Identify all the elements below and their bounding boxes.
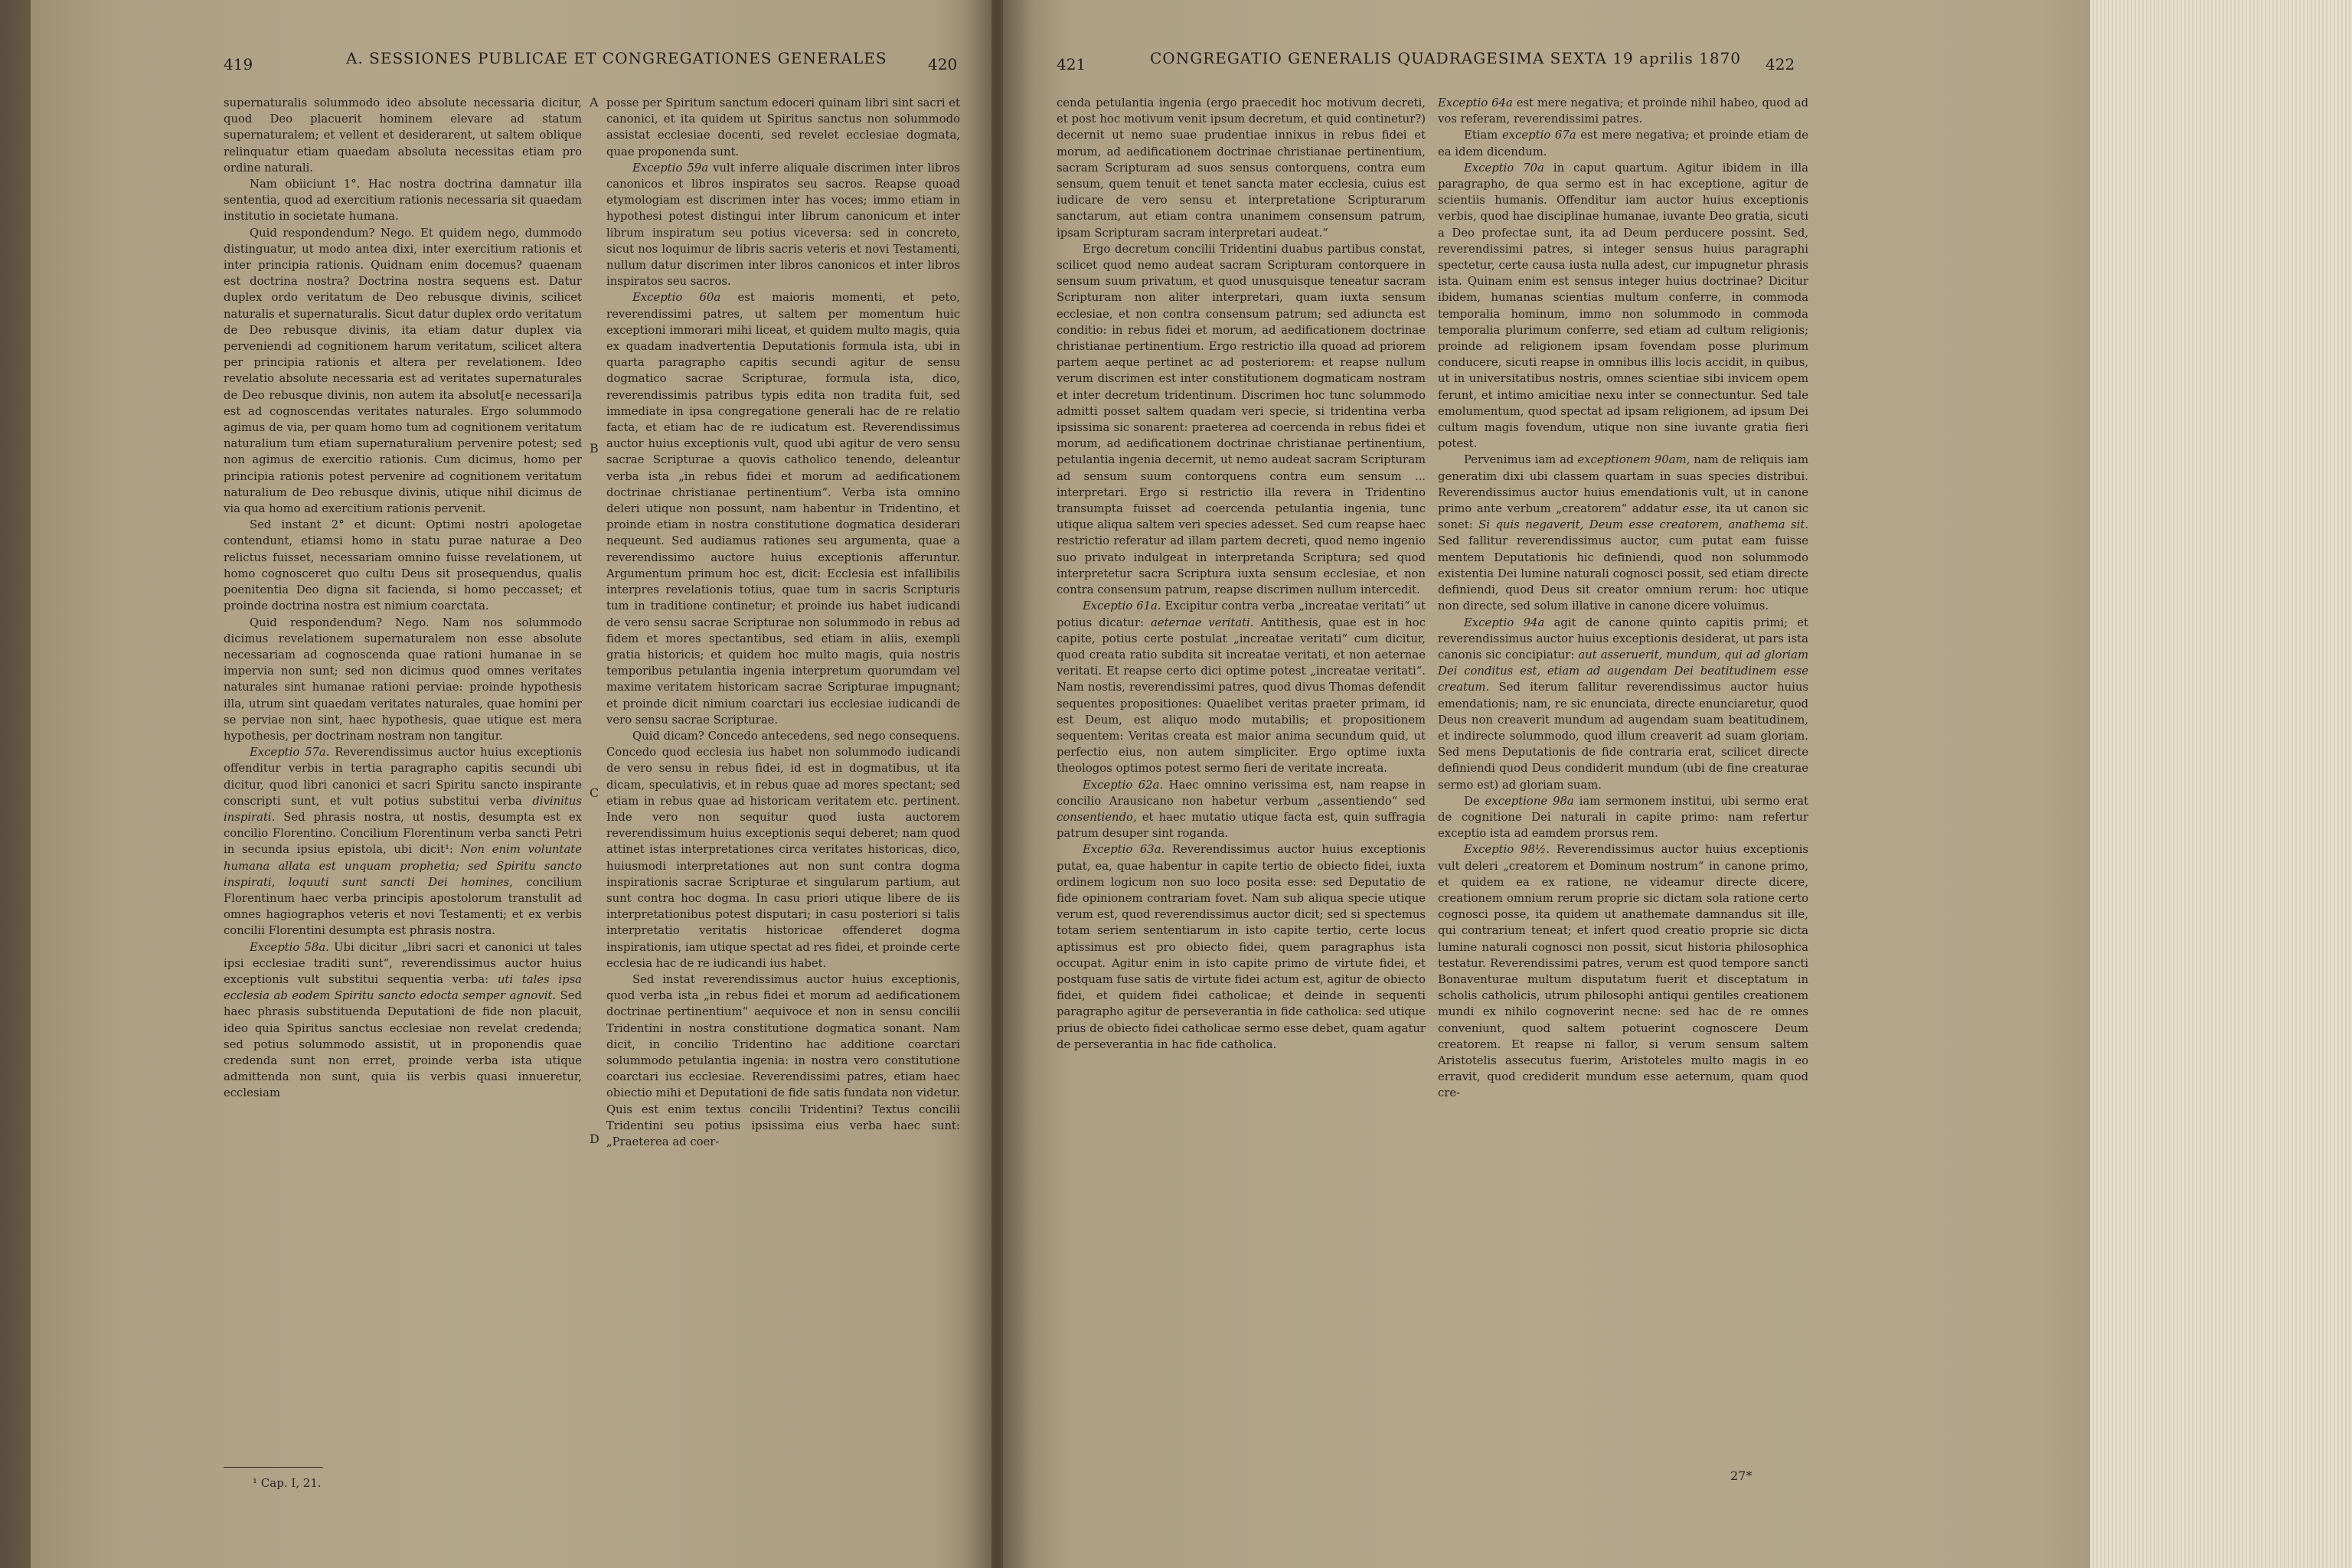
section-marker-d: D xyxy=(590,1132,599,1146)
paragraph: Ergo decretum concilii Tridentini duabus partibus constat, scilicet quod nemo audeat sacram Scripturam contorquere in sensum suum privatum, et quod unusquisque teneatur sacram Scripturam non aliter interpretari, quam iuxta sensum ecclesiae, et non contra consensum patrum; sed adiuncta est conditio: in rebus fidei et morum, ad aedificationem doctrinae christianae pertinentium. Ergo restrictio illa quoad ad priorem partem aeque pertinet ac ad posteriorem: et reapse nullum verum discrimen est inter constitutionem dogmaticam nostram et inter decretum tridentinum. Discrimen hoc tunc solummodo admitti posset saltem quadam veri specie, si tridentina verba ipsissima sic sonarent: praeterea ad coercenda in rebus fidei et morum, ad aedificationem doctrinae christianae pertinentium, petulantia ingenia decernit, ut nemo audeat sacram Scripturam ad sensum suum contorquens contra eum sensum ... interpretari. Ergo si restrictio illa revera in Tridentino transumpta fuisset ad coercenda petulantia ingenia, tunc utique aliqua saltem veri species adesset. Sed cum reapse haec restrictio referatur ad illam partem decreti, quod nemo ingenio suo privato indulgeat in interpretanda Scriptura; sed quod interpretetur sacra Scriptura iuxta sensum ecclesiae, et non contra consensum patrum, reapse discrimen nullum intercedit. xyxy=(1057,242,1426,597)
paragraph: Exceptio 59a vult inferre aliquale discrimen inter libros canonicos et libros inspiratos seu sacros. Reapse quoad etymologiam est discrimen inter has voces; immo etiam in hypothesi potest distingui inter librum canonicum et inter librum inspiratum seu potius viceversa: sed in concreto, sicut nos loquimur de libris sacris veteris et novi Testamenti, nullum datur discrimen inter libros canonicos et inter libros inspiratos seu sacros. xyxy=(606,161,960,289)
page-number-left-outer: 419 xyxy=(224,55,253,74)
paragraph: Exceptio 61a. Excipitur contra verba „increatae veritati“ ut potius dicatur: aeternae veritati. Antithesis, quae est in hoc capite, potius certe postulat „increatae veritati“ cum dicitur, quod creata ratio subdita sit increatae veritati, et non aeternae veritati. Et reapse certo dici optime potest „increatae veritati“. Nam nostis, reverendissimi patres, quod divus Thomas defendit sequentes propositiones: Quaelibet veritas praeter primam, id est Deum, est aliquo modo mutabilis; et propositionem sequentem: Veritas creata est maior anima secundum quid, ut perfectio eius, non autem simpliciter. Ergo optime iuxta theologos optimos potest sermo fieri de veritate increata. xyxy=(1057,599,1426,776)
footnote-rule xyxy=(224,1467,323,1468)
paragraph: Quid respondendum? Nego. Et quidem nego, dummodo distinguatur, ut modo antea dixi, inter exercitium rationis et inter principia rationis. Quidnam enim docemus? quaenam est doctrina nostra? Doctrina nostra sequens est. Datur duplex ordo veritatum de Deo rebusque divinis, scilicet naturalis et supernaturalis. Sicut datur duplex ordo veritatum de Deo rebusque divinis, ita etiam datur duplex via perveniendi ad cognitionem harum veritatum, scilicet altera per principia rationis et altera per revelationem. Ideo revelatio absolute necessaria est ad veritates supernaturales de Deo rebusque divinis, non autem ita absolut[e necessari]a est ad cognoscendas veritates naturales. Ergo solummodo agimus de via, per quam homo tum ad cognitionem veritatum naturalium tum etiam supernaturalium pervenire potest; sed non agimus de exercitio rationis. Cum dicimus, homo per principia rationis potest pervenire ad cognitionem veritatum naturalium de Deo rebusque divinis, utique nihil dicimus de via qua homo ad exercitium rationis pervenit. xyxy=(224,226,582,516)
paragraph: Exceptio 64a est mere negativa; et proinde nihil habeo, quod ad vos referam, reverendissimi patres. xyxy=(1438,96,1808,126)
left-page-column-2 xyxy=(606,95,960,1150)
paragraph: De exceptione 98a iam sermonem institui, ubi sermo erat de cognitione Dei naturali in capite primo: nam refertur exceptio ista ad eamdem prorsus rem. xyxy=(1438,794,1808,841)
paragraph: Exceptio 60a est maioris momenti, et peto, reverendissimi patres, ut saltem per momentum huic exceptioni immorari mihi liceat, et quidem multo magis, quia ex quadam inadvertentia Deputationis formula ista, ubi in quarta paragrapho capitis secundi agitur de sensu dogmatico sacrae Scripturae, formula ista, dico, reverendissimis patribus typis edita non tradita fuit, sed immediate in ipsa congregatione generali hac de re relatio facta, et etiam hac de re iudicatum est. Reverendissimus auctor huius exceptionis vult, quod ubi agitur de vero sensu sacrae Scripturae a quovis catholico tenendo, deleantur verba ista „in rebus fidei et morum ad aedificationem doctrinae christianae pertinentium“. Verba ista omnino deleri utique non possunt, nam habentur in Tridentino, et proinde etiam in nostra constitutione dogmatica desiderari nequeunt. Sed audiamus rationes seu argumenta, quae a reverendissimo auctore huius exceptionis afferuntur. Argumentum primum hoc est, dicit: Ecclesia est infallibilis interpres revelationis totius, quae tum in sacris Scripturis tum in traditione continetur; et proinde ius habet iudicandi de vero sensu sacrae Scripturae non solummodo in rebus ad fidem et mores spectantibus, sed etiam in aliis, exempli gratia historicis; et quidem hoc multo magis, quia nostris temporibus petulantia ingenia interpretum quorumdam vel maxime veritatem historicam sacrae Scripturae impugnant; et proinde dicit nimium coarctari ius ecclesiae iudicandi de vero sensu sacrae Scripturae. xyxy=(606,291,960,727)
running-head-right: CONGREGATIO GENERALIS QUADRAGESIMA SEXTA 19 aprilis 1870 xyxy=(1150,49,1742,67)
paragraph: posse per Spiritum sanctum edoceri quinam libri sint sacri et canonici, et ita quidem ut Spiritus sanctus non solummodo assistat ecclesiae docenti, sed revelet ecclesiae dogmata, quae proponenda sunt. xyxy=(606,96,960,158)
paragraph: Exceptio 70a in caput quartum. Agitur ibidem in illa paragrapho, de qua sermo est in hac exceptione, agitur de scientiis humanis. Offenditur iam auctor huius exceptionis verbis, quod hae disciplinae humanae, iuvante Deo gratia, sicuti a Deo profectae sunt, ita ad Deum perducere possint. Sed, reverendissimi patres, si integer sensus huius paragraphi spectetur, certe causa iusta nulla adest, cur impugnetur phrasis ista. Quinam enim est sensus integer huius doctrinae? Dicitur ibidem, humanas scientias multum conferre, in commoda temporalia hominum, immo non solummodo in commoda temporalia plurimum conferre, sed etiam ad cultum religionis; proinde ad religionem ipsam fovendam posse plurimum conducere, sicuti reapse in omnibus illis locis accidit, in quibus, ut in universitatibus nostris, omnes scientiae sibi invicem opem ferunt, et intimo amicitiae nexu inter se connectuntur. Sed tale emolumentum, quod spectat ad ipsam religionem, ad ipsum Dei cultum magis fovendum, utique non sine iuvante gratia fieri potest. xyxy=(1438,161,1808,451)
paragraph: Pervenimus iam ad exceptionem 90am, nam de reliquis iam generatim dixi ubi classem quartam in suas species distribui. Reverendissimus auctor huius emendationis vult, ut in canone primo ante verbum „creatorem“ addatur esse, ita ut canon sic sonet: Si quis negaverit, Deum esse creatorem, anathema sit. Sed fallitur reverendissimus auctor, cum putat eam fuisse mentem Deputationis hic definiendi, quod non solummodo existentia Dei lumine naturali cognosci possit, sed etiam directe definiendi, quod Deus sit creator omnium rerum: hoc utique non directe, sed solum illative in canone dicere voluimus. xyxy=(1438,453,1808,613)
section-marker-c: C xyxy=(590,786,599,800)
paragraph: Sed instant 2° et dicunt: Optimi nostri apologetae contendunt, etiamsi homo in statu purae naturae a Deo relictus fuisset, necessariam omnino fuisse revelationem, ut homo cognosceret quo cultu Deus sit prosequendus, qualis poenitentia Deo digna sit facienda, si homo peccasset; et proinde doctrina nostra est nimium coarctata. xyxy=(224,518,582,613)
signature-mark: 27* xyxy=(1730,1468,1753,1483)
paragraph: Nam obiiciunt 1°. Hac nostra doctrina damnatur illa sententia, quod ad exercitium rationis necessaria sit quaedam institutio in societate humana. xyxy=(224,178,582,224)
paragraph: Sed instat reverendissimus auctor huius exceptionis, quod verba ista „in rebus fidei et morum ad aedificationem doctrinae pertinentium“ aequivoce et non in sensu concilii Tridentini in nostra constitutione dogmatica sonant. Nam dicit, in concilio Tridentino hac additione coarctari solummodo petulantia ingenia: in nostra vero constitutione coarctari ius ecclesiae. Reverendissimi patres, etiam haec obiectio mihi et Deputationi de fide satis fundata non videtur. Quis est enim textus concilii Tridentini? Textus concilii Tridentini seu potius ipsissima eius verba haec sunt: „Praeterea ad coer- xyxy=(606,972,960,1148)
section-marker-b: B xyxy=(590,441,599,456)
right-page-column-1 xyxy=(1057,95,1426,1053)
book-gutter xyxy=(965,0,1034,1568)
paragraph: Exceptio 94a agit de canone quinto capitis primi; et reverendissimus auctor huius exceptionis desiderat, ut pars ista canonis sic concipiatur: aut asseruerit, mundum, qui ad gloriam Dei conditus est, etiam ad augendam Dei beatitudinem esse creatum. Sed iterum fallitur reverendissimus auctor huius emendationis; nam, re sic enunciata, directe enunciaretur, quod Deus non creaverit mundum ad augendam suam beatitudinem, et indirecte solummodo, quod illum creaverit ad suam gloriam. Sed mens Deputationis de fide contraria erat, scilicet directe definiendi quod Deus condiderit mundum (ubi de fine creaturae sermo est) ad gloriam suam. xyxy=(1438,616,1808,792)
page-number-right-inner: 421 xyxy=(1057,55,1086,74)
page-number-right-outer: 422 xyxy=(1766,55,1795,74)
paragraph: Quid respondendum? Nego. Nam nos solummodo dicimus revelationem supernaturalem non esse absolute necessariam ad cognoscenda quae rationi humanae in se impervia non sunt; sed non dicimus quod omnes veritates naturales sint humanae rationi perviae: proinde hypothesis illa, utrum sint quaedam veritates naturales, quae homini per se perviae non sint, haec hypothesis, quae utique est mera hypothesis, per doctrinam nostram non tangitur. xyxy=(224,616,582,743)
paragraph: Exceptio 63a. Reverendissimus auctor huius exceptionis putat, ea, quae habentur in capite tertio de obiecto fidei, iuxta ordinem logicum non suo loco posita esse: sed Deputatio de fide opinionem contrariam fovet. Nam sub aliqua specie utique verum est, quod reverendissimus auctor dicit; sed si spectemus totam seriem sententiarum in isto capite tertio, certe locus aptissimus est pro obiecto fidei, quem paragraphus ista occupat. Agitur enim in isto capite primo de virtute fidei, et postquam fuse satis de virtute fidei actum est, agitur de obiecto fidei, et quidem fidei catholicae; et deinde in sequenti paragrapho agitur de perseverantia in fide catholica: sed utique prius de obiecto fidei catholicae sermo esse debet, quam agatur de perseverantia in hac fide catholica. xyxy=(1057,843,1426,1051)
paragraph: Quid dicam? Concedo antecedens, sed nego consequens. Concedo quod ecclesia ius habet non solummodo iudicandi de vero sensu in rebus fidei, id est in dogmatibus, ut ita dicam, speculativis, et in rebus quae ad mores spectant; sed etiam in rebus quae ad historicam veritatem etc. pertinent. Inde vero non sequitur quod iusta auctorem reverendissimum huius exceptionis sequi deberet; nam quod attinet istas interpretationes circa veritates historicas, dico, huiusmodi interpretationes aut non sunt contra dogma inspirationis sacrae Scripturae et singularum partium, aut sunt contra hoc dogma. In casu priori utique libere de iis interpretationibus potest disputari; in casu posteriori si talis interpretatio veritatis historicae offenderet dogma inspirationis, iam utique spectat ad res fidei, et proinde certe ecclesia hac de re iudicandi ius habet. xyxy=(606,729,960,970)
paragraph: Exceptio 98½. Reverendissimus auctor huius exceptionis vult deleri „creatorem et Dominum nostrum“ in canone primo, et quidem ea ex ratione, ne videamur directe dicere, creationem omnium rerum proprie sic dictam sola ratione certo cognosci posse, ita quidem ut anathemate damnandus sit ille, qui contrarium teneat; et infert quod creatio proprie sic dicta lumine naturali cognosci non possit, sicut historia philosophica testatur. Reverendissimi patres, verum est quod tempore sancti Bonaventurae multum disputatum fuerit et disceptatum in scholis catholicis, utrum philosophi antiqui gentiles creationem mundi ex nihilo cognoverint necne: sed hac de re omnes conveniunt, quod saltem potuerint cognoscere Deum creatorem. Et reapse ni fallor, si verum sensum saltem Aristotelis assecutus fuerim, Aristoteles multo magis in eo erravit, quod crediderit mundum esse aeternum, quam quod cre- xyxy=(1438,843,1808,1100)
paragraph: supernaturalis solummodo ideo absolute necessaria dicitur, quod Deo placuerit hominem elevare ad statum supernaturalem; et vellent et desiderarent, ut saltem oblique relinquatur etiam quaedam absoluta necessitas etiam pro ordine naturali. xyxy=(224,96,582,175)
page-edge-stack xyxy=(2090,0,2352,1568)
paragraph: Exceptio 62a. Haec omnino verissima est, nam reapse in concilio Arausicano non habetur verbum „assentiendo“ sed consentiendo, et haec mutatio utique facta est, quin suffragia patrum desuper sint roganda. xyxy=(1057,778,1426,841)
paragraph: Exceptio 57a. Reverendissimus auctor huius exceptionis offenditur verbis in tertia paragrapho capitis secundi ubi dicitur, quod libri canonici et sacri Spiritu sancto inspirante conscripti sunt, et vult potius substitui verba divinitus inspirati. Sed phrasis nostra, ut nostis, desumpta est ex concilio Florentino. Concilium Florentinum verba sancti Petri in secunda ipsius epistola, ubi dicit¹: Non enim voluntate humana allata est unquam prophetia; sed Spiritu sancto inspirati, loquuti sunt sancti Dei homines, concilium Florentinum haec verba principis apostolorum transtulit ad omnes hagiographos veteris et novi Testamenti; et ex verbis concilii Florentini desumpta est phrasis nostra. xyxy=(224,746,582,938)
paragraph: Etiam exceptio 67a est mere negativa; et proinde etiam de ea idem dicendum. xyxy=(1438,129,1808,158)
right-page-column-2 xyxy=(1438,95,1808,1102)
footnote: ¹ Cap. I, 21. xyxy=(253,1476,322,1490)
page-number-left-inner: 420 xyxy=(928,55,958,74)
running-head-left: A. SESSIONES PUBLICAE ET CONGREGATIONES GENERALES xyxy=(346,49,887,67)
section-marker-a: A xyxy=(590,95,599,109)
paragraph: Exceptio 58a. Ubi dicitur „libri sacri et canonici ut tales ipsi ecclesiae traditi sunt“, reverendissimus auctor huius exceptionis vult substitui sequentia verba: uti tales ipsa ecclesia ab eodem Spiritu sancto edocta semper agnovit. Sed haec phrasis substituenda Deputationi de fide non placuit, ideo quia Spiritus sanctus ecclesiae non revelat credenda; sed potius solummodo assistit, ut in proponendis quae credenda sunt non erret, proinde verba ista utique admittenda non sunt, quia iis verbis quasi innueretur, ecclesiam xyxy=(224,940,582,1100)
left-page-column-1 xyxy=(224,95,582,1102)
paragraph: cenda petulantia ingenia (ergo praecedit hoc motivum decreti, et post hoc motivum venit ipsum decretum, et quid continetur?) decernit ut nemo suae prudentiae innixus in rebus fidei et morum, ad aedificationem doctrinae christianae pertinentium, sacram Scripturam ad suos sensus contorquens, contra eum sensum, quem tenuit et tenet sancta mater ecclesia, cuius est iudicare de vero sensu et interpretatione Scripturarum sanctarum, aut etiam contra unanimem consensum patrum, ipsam Scripturam sacram interpretari audeat.“ xyxy=(1057,96,1426,240)
